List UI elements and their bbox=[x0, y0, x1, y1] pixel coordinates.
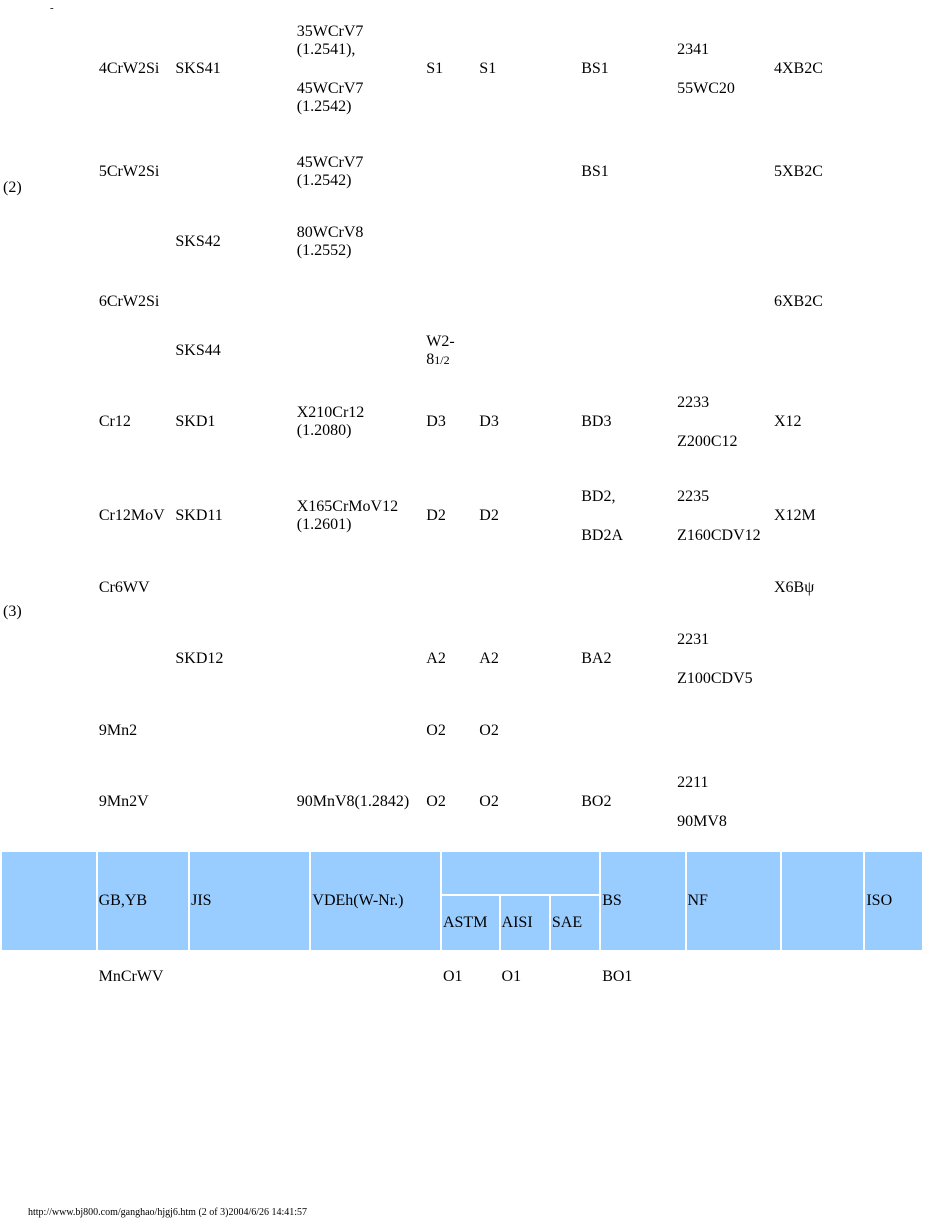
cell-fraction: 1/2 bbox=[434, 352, 450, 367]
cell-gost bbox=[773, 756, 845, 848]
header-aisi: AISI bbox=[501, 896, 549, 950]
cell-astm bbox=[425, 208, 476, 276]
cell-line bbox=[677, 506, 770, 527]
cell-line: 2231 bbox=[677, 630, 710, 648]
cell-nf bbox=[676, 707, 771, 754]
cell-jis bbox=[174, 707, 293, 754]
table-row bbox=[2, 564, 922, 611]
cell-nf bbox=[676, 138, 771, 206]
cell-iso bbox=[847, 2, 922, 136]
cell-nf bbox=[676, 756, 771, 848]
header-iso: ISO bbox=[865, 852, 922, 950]
steel-grade-table-2 bbox=[0, 850, 924, 1052]
cell-line: 35WCrV7 bbox=[296, 22, 364, 40]
table-row bbox=[2, 278, 922, 325]
cell-vdeh bbox=[296, 138, 424, 206]
cell-sae bbox=[529, 208, 578, 276]
cell-astm bbox=[425, 564, 476, 611]
table-row bbox=[2, 2, 922, 136]
cell-bs bbox=[580, 470, 674, 562]
cell-vdeh bbox=[296, 707, 424, 754]
cell-astm: D2 bbox=[426, 507, 446, 524]
cell-sae bbox=[529, 376, 578, 468]
cell-aisi bbox=[478, 208, 527, 276]
cell-vdeh bbox=[296, 376, 424, 468]
cell-line: BD2, bbox=[581, 487, 616, 505]
cell-sae bbox=[529, 2, 578, 136]
table-header-row bbox=[2, 852, 922, 894]
cell-jis: SKD12 bbox=[175, 650, 224, 667]
cell-gost bbox=[773, 208, 845, 276]
cell-line: 2235 bbox=[677, 487, 710, 505]
cell-sae bbox=[529, 278, 578, 325]
cell-aisi: O1 bbox=[501, 968, 522, 986]
header-astm: ASTM bbox=[442, 896, 499, 950]
cell-aisi bbox=[478, 327, 527, 374]
table-row bbox=[2, 470, 922, 562]
cell-vdeh bbox=[296, 564, 424, 611]
cell-jis bbox=[190, 952, 309, 1002]
cell-aisi bbox=[478, 564, 527, 611]
cell-astm: O2 bbox=[426, 721, 446, 739]
cell-line: Z100CDV5 bbox=[677, 669, 753, 687]
cell-vdeh bbox=[296, 470, 424, 562]
cell-line: 2341 bbox=[677, 40, 710, 58]
cell-gb: 5CrW2Si bbox=[98, 163, 160, 180]
cell-bs: BA2 bbox=[581, 650, 612, 667]
cell-bs bbox=[580, 707, 674, 754]
cell-aisi: O2 bbox=[479, 721, 499, 739]
cell-gb: 9Mn2 bbox=[98, 721, 138, 739]
cell-group: (2) bbox=[3, 179, 22, 196]
cell-nf bbox=[676, 208, 771, 276]
header-bs: BS bbox=[601, 852, 684, 950]
cell-group bbox=[2, 952, 96, 1050]
cell-aisi: O2 bbox=[479, 793, 499, 810]
cell-sae bbox=[551, 952, 599, 1002]
cell-line: 90MnV8(1.2842) bbox=[296, 793, 410, 810]
cell-jis bbox=[174, 278, 293, 325]
table-1-body bbox=[2, 2, 922, 848]
cell-line: (1.2601) bbox=[296, 516, 352, 533]
cell-vdeh bbox=[296, 327, 424, 374]
cell-aisi: S1 bbox=[479, 60, 497, 77]
table-row bbox=[2, 208, 922, 276]
cell-sae bbox=[529, 613, 578, 705]
cell-line: (1.2542) bbox=[296, 172, 352, 189]
cell-line: (1.2541), bbox=[296, 40, 356, 58]
cell-astm bbox=[425, 138, 476, 206]
cell-jis bbox=[174, 138, 293, 206]
cell-jis: SKS42 bbox=[175, 233, 221, 250]
cell-text: 8 bbox=[426, 350, 435, 368]
cell-gb bbox=[98, 327, 172, 374]
cell-vdeh bbox=[311, 952, 440, 1002]
cell-bs: BS1 bbox=[581, 163, 609, 180]
cell-line: X210Cr12 bbox=[296, 404, 365, 421]
table-row bbox=[2, 376, 922, 468]
cell-line: (1.2080) bbox=[296, 422, 352, 439]
cell-gb: 4CrW2Si bbox=[98, 60, 160, 77]
cell-sae bbox=[529, 564, 578, 611]
cell-line: 45WCrV7 bbox=[296, 154, 364, 171]
cell-line bbox=[677, 59, 770, 80]
cell-line: 80WCrV8 bbox=[296, 224, 364, 241]
cell-sae bbox=[529, 138, 578, 206]
cell-astm: S1 bbox=[426, 60, 444, 77]
cell-iso bbox=[847, 756, 922, 848]
cell-aisi bbox=[478, 138, 527, 206]
cell-vdeh bbox=[296, 613, 424, 705]
cell-sae bbox=[529, 756, 578, 848]
cell-sae bbox=[529, 707, 578, 754]
cell-astm bbox=[425, 327, 476, 374]
cell-nf bbox=[676, 376, 771, 468]
cell-line: 2233 bbox=[677, 393, 710, 411]
cell-sae bbox=[529, 327, 578, 374]
cell-line bbox=[297, 59, 423, 80]
cell-line: (1.2542) bbox=[296, 97, 352, 115]
cell-line bbox=[581, 506, 673, 527]
cell-line: Z160CDV12 bbox=[677, 526, 761, 544]
cell-empty bbox=[98, 1004, 922, 1050]
cell-astm: A2 bbox=[426, 650, 446, 667]
cell-jis bbox=[174, 564, 293, 611]
cell-jis: SKS44 bbox=[175, 341, 221, 359]
cell-gb bbox=[98, 613, 172, 705]
cell-iso bbox=[847, 138, 922, 206]
cell-bs: BS1 bbox=[581, 60, 609, 77]
cell-nf bbox=[676, 327, 771, 374]
cell-aisi: A2 bbox=[479, 650, 499, 667]
cell-bs bbox=[580, 278, 674, 325]
cell-gost: X6Bψ bbox=[774, 578, 815, 596]
cell-jis: SKD11 bbox=[175, 507, 223, 524]
cell-astm: O2 bbox=[426, 793, 446, 810]
cell-gost bbox=[773, 613, 845, 705]
cell-nf bbox=[676, 2, 771, 136]
cell-gb: Cr12MoV bbox=[98, 507, 165, 524]
table-row bbox=[2, 613, 922, 705]
cell-nf bbox=[676, 278, 771, 325]
table-row bbox=[2, 327, 922, 374]
cell-line: (1.2552) bbox=[296, 242, 352, 259]
cell-jis bbox=[174, 756, 293, 848]
cell-iso bbox=[847, 278, 922, 325]
cell-vdeh bbox=[296, 208, 424, 276]
cell-gb: MnCrWV bbox=[98, 968, 164, 986]
cell-nf bbox=[687, 952, 781, 1002]
cell-gb: 9Mn2V bbox=[98, 793, 149, 810]
cell-bs bbox=[580, 564, 674, 611]
table-row bbox=[2, 952, 922, 1002]
table-row bbox=[2, 1004, 922, 1050]
cell-iso bbox=[847, 208, 922, 276]
header-gb: GB,YB bbox=[98, 852, 189, 950]
cell-line bbox=[677, 412, 770, 433]
cell-line: 2211 bbox=[677, 773, 709, 791]
cell-gost: X12M bbox=[774, 507, 816, 524]
cell-aisi: D3 bbox=[479, 413, 499, 430]
cell-bs bbox=[580, 327, 674, 374]
cell-gost: 5XB2C bbox=[774, 163, 823, 180]
cell-line: X165CrMoV12 bbox=[296, 498, 399, 515]
cell-astm bbox=[425, 278, 476, 325]
cell-gb: 6CrW2Si bbox=[98, 292, 160, 310]
cell-line: 45WCrV7 bbox=[296, 79, 364, 97]
header-sae: SAE bbox=[551, 896, 599, 950]
cell-aisi: D2 bbox=[479, 507, 499, 524]
cell-iso bbox=[847, 613, 922, 705]
cell-bs: BD3 bbox=[581, 413, 612, 430]
cell-line: 90MV8 bbox=[677, 812, 727, 830]
cell-nf bbox=[676, 470, 771, 562]
top-mark: - bbox=[50, 2, 54, 14]
header-nf: NF bbox=[687, 852, 781, 950]
cell-gost: X12 bbox=[774, 413, 802, 430]
cell-vdeh bbox=[296, 278, 424, 325]
cell-gb: Cr6WV bbox=[98, 578, 150, 596]
header-jis: JIS bbox=[190, 852, 309, 950]
cell-line: BD2A bbox=[581, 526, 624, 544]
cell-iso bbox=[865, 952, 922, 1002]
cell-gb bbox=[98, 208, 172, 276]
cell-jis: SKD1 bbox=[175, 413, 216, 430]
cell-astm: D3 bbox=[426, 413, 446, 430]
cell-nf bbox=[676, 564, 771, 611]
header-vdeh: VDEh(W-Nr.) bbox=[311, 852, 440, 950]
cell-line: Z200C12 bbox=[677, 432, 738, 450]
cell-vdeh bbox=[296, 2, 424, 136]
header-us-group bbox=[442, 852, 599, 894]
cell-gost bbox=[782, 952, 863, 1002]
cell-bs: BO1 bbox=[602, 968, 633, 986]
cell-gost: 4XB2C bbox=[774, 60, 823, 77]
cell-iso bbox=[847, 564, 922, 611]
cell-line bbox=[677, 649, 770, 670]
cell-line: W2- bbox=[426, 332, 455, 350]
table-row bbox=[2, 138, 922, 206]
cell-line: 55WC20 bbox=[677, 79, 735, 97]
cell-sae bbox=[529, 470, 578, 562]
cell-vdeh bbox=[296, 756, 424, 848]
page-footer-url: http://www.bj800.com/ganghao/hjgj6.htm (2 of 3)2004/6/26 14:41:57 bbox=[28, 1207, 308, 1218]
cell-line bbox=[677, 792, 770, 813]
cell-group: (3) bbox=[3, 603, 22, 620]
cell-iso bbox=[847, 707, 922, 754]
cell-gost bbox=[773, 707, 845, 754]
cell-line bbox=[426, 351, 475, 369]
cell-jis: SKS41 bbox=[175, 60, 221, 77]
table-row bbox=[2, 707, 922, 754]
cell-bs bbox=[580, 208, 674, 276]
cell-iso bbox=[847, 470, 922, 562]
cell-astm: O1 bbox=[442, 968, 463, 986]
header-group bbox=[2, 852, 96, 950]
cell-nf bbox=[676, 613, 771, 705]
table-row bbox=[2, 756, 922, 848]
cell-aisi bbox=[478, 278, 527, 325]
cell-iso bbox=[847, 376, 922, 468]
cell-iso bbox=[847, 327, 922, 374]
cell-gb: Cr12 bbox=[98, 413, 131, 430]
header-gost bbox=[782, 852, 863, 950]
cell-bs: BO2 bbox=[581, 793, 612, 810]
cell-gost: 6XB2C bbox=[774, 292, 823, 310]
cell-gost bbox=[773, 327, 845, 374]
